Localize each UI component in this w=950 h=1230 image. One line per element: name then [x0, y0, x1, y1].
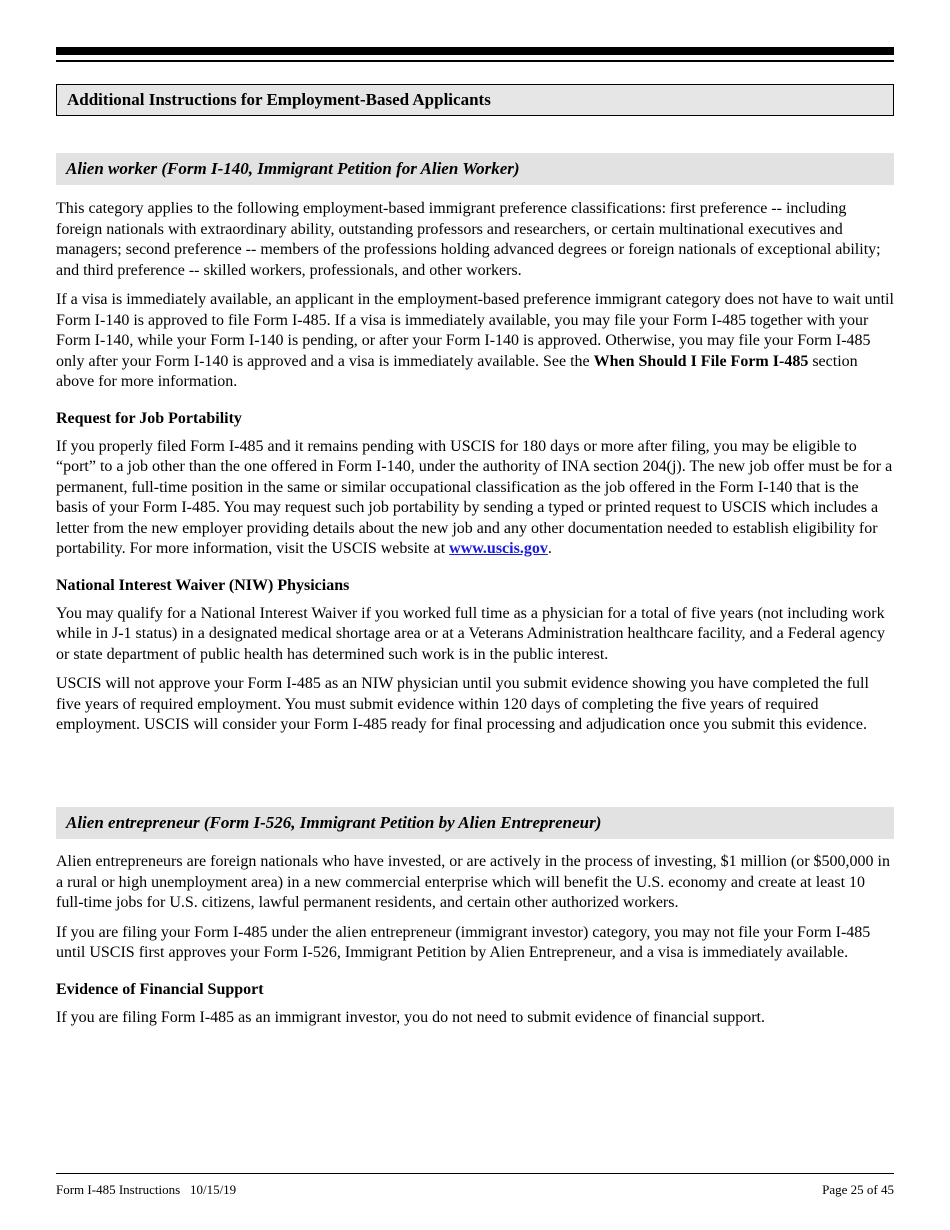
paragraph-text: If a visa is immediately available, an applicant in the employment-based preference immigrant category does not have to wait until Form I-140 is approved to file Form I-485. If a visa is immediately available, you may file your Form I-485 together with your Form I-140, while your Form I-140 is pending, or after your Form I-140 is approved. Otherwise, you may file your Form I-485 only after your Form I-140 is approved and a visa is immediately available. See the	[56, 291, 894, 370]
financial-support-paragraph: If you are filing Form I-485 as an immigrant investor, you do not need to submit evidence of financial support.	[56, 1008, 765, 1026]
main-section-header	[56, 84, 894, 116]
section-title-alien-entrepreneur: Alien entrepreneur (Form I-526, Immigrant Petition by Alien Entrepreneur)	[66, 813, 602, 832]
alien-worker-content	[56, 199, 894, 745]
niw-paragraph-1: You may qualify for a National Interest Waiver if you worked full time as a physician for a total of five years (not including work while in J-1 status) in a designated medical shortage area or at a Veterans Administration healthcare facility, and a Federal agency or state department of public health has determined such work is in the public interest.	[56, 604, 886, 663]
alien-entrepreneur-content	[56, 852, 894, 1037]
alien-worker-paragraph-1: This category applies to the following employment-based immigrant preference classifications: first preference -- including foreign nationals with extraordinary ability, outstanding professors and researchers, or certain multinational executives and managers; second preference -- members of the professions holding advanced degrees or foreign nationals of exceptional ability; and third preference -- skilled workers, professionals, and other workers.	[56, 200, 881, 279]
entrepreneur-paragraph-2: If you are filing your Form I-485 under the alien entrepreneur (immigrant investor) category, you may not file your Form I-485 until USCIS first approves your Form I-526, Immigrant Petition by Alien Entrepreneur, and a visa is immediately available.	[56, 923, 871, 961]
uscis-website-link[interactable]: www.uscis.gov	[449, 540, 548, 557]
job-portability-heading: Request for Job Portability	[56, 409, 242, 427]
cross-reference-bold: When Should I File Form I-485	[593, 352, 809, 370]
paragraph-text: section above for more information.	[56, 352, 858, 390]
entrepreneur-paragraph-1: Alien entrepreneurs are foreign nationals who have invested, or are actively in the process of investing, $1 million (or $500,000 in a rural or high unemployment area) in a new commercial enterprise which will benefit the U.S. economy and create at least 10 full-time jobs for U.S. citizens, lawful permanent residents, and certain other authorized workers.	[56, 853, 890, 911]
financial-support-heading: Evidence of Financial Support	[56, 980, 264, 998]
job-portability-paragraph	[56, 437, 894, 560]
niw-physicians-heading: National Interest Waiver (NIW) Physicians	[56, 576, 350, 594]
top-thin-rule	[56, 60, 894, 62]
section-title-alien-worker: Alien worker (Form I-140, Immigrant Petition for Alien Worker)	[66, 159, 520, 178]
niw-paragraph-2: USCIS will not approve your Form I-485 as an NIW physician until you submit evidence showing you have completed the full five years of required employment. You must submit evidence within 120 days of completing the five years of required employment. USCIS will consider your Form I-485 ready for final processing and adjudication once you submit this evidence.	[56, 675, 869, 733]
alien-worker-paragraph-2	[56, 290, 894, 393]
top-thick-rule	[56, 47, 894, 55]
main-section-title: Additional Instructions for Employment-Based Applicants	[67, 90, 491, 109]
footer-form-info: Form I-485 Instructions 10/15/19	[56, 1182, 237, 1197]
footer-rule	[56, 1173, 894, 1174]
section-bar-alien-entrepreneur	[56, 807, 894, 839]
paragraph-text: If you properly filed Form I-485 and it remains pending with USCIS for 180 days or more after filing, you may be eligible to “port” to a job other than the one offered in Form I-140, under the authority of INA section 204(j). The new job offer must be for a permanent, full-time position in the same or similar occupational classification as the job offered in the Form I-140 that is the basis of your Form I-485. You may request such job portability by sending a typed or printed request to USCIS which includes a letter from the new employer providing details about the new job and any other documentation needed to establish eligibility for portability. For more information, visit the USCIS website at	[56, 437, 893, 557]
footer-page-number: Page 25 of 45	[822, 1182, 894, 1197]
section-bar-alien-worker	[56, 153, 894, 185]
paragraph-text: .	[547, 540, 552, 557]
document-page	[56, 0, 894, 1230]
